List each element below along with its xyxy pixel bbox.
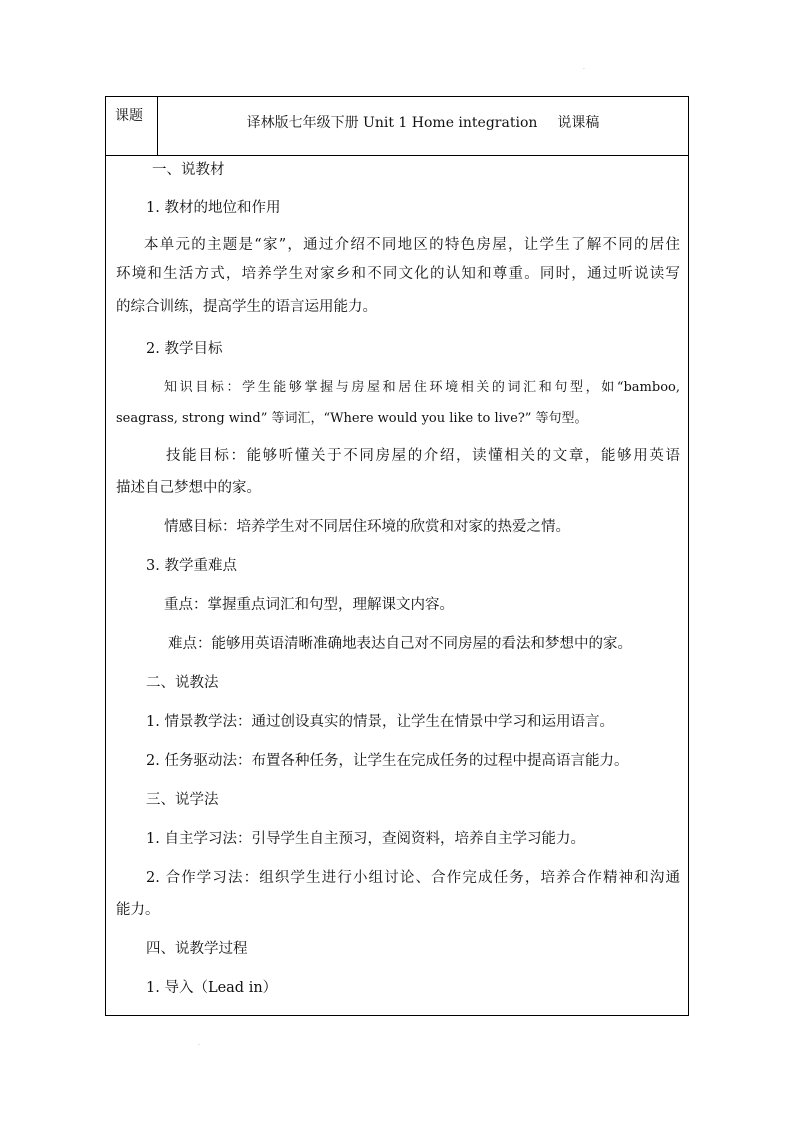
paragraph-line: 环境和生活方式，培养学生对家乡和不同文化的认知和尊重。同时，通过听说读写 bbox=[116, 266, 680, 282]
section-heading-2: 二、说教法 bbox=[146, 675, 219, 691]
section-heading-4: 四、说教学过程 bbox=[146, 941, 248, 957]
lesson-title bbox=[158, 112, 688, 132]
topic-label: 课题 bbox=[106, 97, 158, 155]
list-item: 1. 情景教学法：通过创设真实的情景，让学生在情景中学习和运用语言。 bbox=[146, 714, 614, 730]
section-heading-1: 一、说教材 bbox=[152, 162, 225, 178]
paragraph-line: 本单元的主题是“家”，通过介绍不同地区的特色房屋，让学生了解不同的居住 bbox=[144, 237, 680, 253]
paragraph-line: 情感目标：培养学生对不同居住环境的欣赏和对家的热爱之情。 bbox=[164, 519, 570, 535]
lesson-title-suffix: 说课稿 bbox=[557, 115, 600, 131]
subheading: 3. 教学重难点 bbox=[146, 558, 237, 574]
paragraph-line: 能力。 bbox=[116, 902, 160, 918]
page-mark: . bbox=[198, 1040, 200, 1047]
lesson-plan-table bbox=[105, 96, 689, 1016]
page-mark: . bbox=[583, 64, 585, 71]
table-content-cell bbox=[106, 155, 688, 1015]
paragraph-line: 重点：掌握重点词汇和句型，理解课文内容。 bbox=[164, 597, 454, 613]
section-heading-3: 三、说学法 bbox=[146, 792, 219, 808]
subheading: 2. 教学目标 bbox=[146, 341, 223, 357]
list-item: 1. 自主学习法：引导学生自主预习，查阅资料，培养自主学习能力。 bbox=[146, 831, 585, 847]
paragraph-line: 难点：能够用英语清晰准确地表达自己对不同房屋的看法和梦想中的家。 bbox=[168, 636, 632, 652]
subheading: 1. 教材的地位和作用 bbox=[146, 200, 281, 216]
list-item: 2. 合作学习法：组织学生进行小组讨论、合作完成任务，培养合作精神和沟通 bbox=[146, 870, 680, 886]
paragraph-line: 知识目标：学生能够掌握与房屋和居住环境相关的词汇和句型，如“bamboo, bbox=[164, 380, 680, 395]
paragraph-line: 描述自己梦想中的家。 bbox=[116, 480, 261, 496]
list-item: 2. 任务驱动法：布置各种任务，让学生在完成任务的过程中提高语言能力。 bbox=[146, 753, 629, 769]
paragraph-line: 的综合训练，提高学生的语言运用能力。 bbox=[116, 299, 377, 315]
list-item: 1. 导入（Lead in） bbox=[146, 980, 278, 996]
paragraph-line: 技能目标：能够听懂关于不同房屋的介绍，读懂相关的文章，能够用英语 bbox=[166, 448, 680, 464]
paragraph-line: seagrass, strong wind” 等词汇，“Where would you like to live?” 等句型。 bbox=[116, 411, 588, 426]
table-header-row bbox=[106, 97, 688, 156]
lesson-title-text: 译林版七年级下册 Unit 1 Home integration bbox=[246, 115, 538, 131]
